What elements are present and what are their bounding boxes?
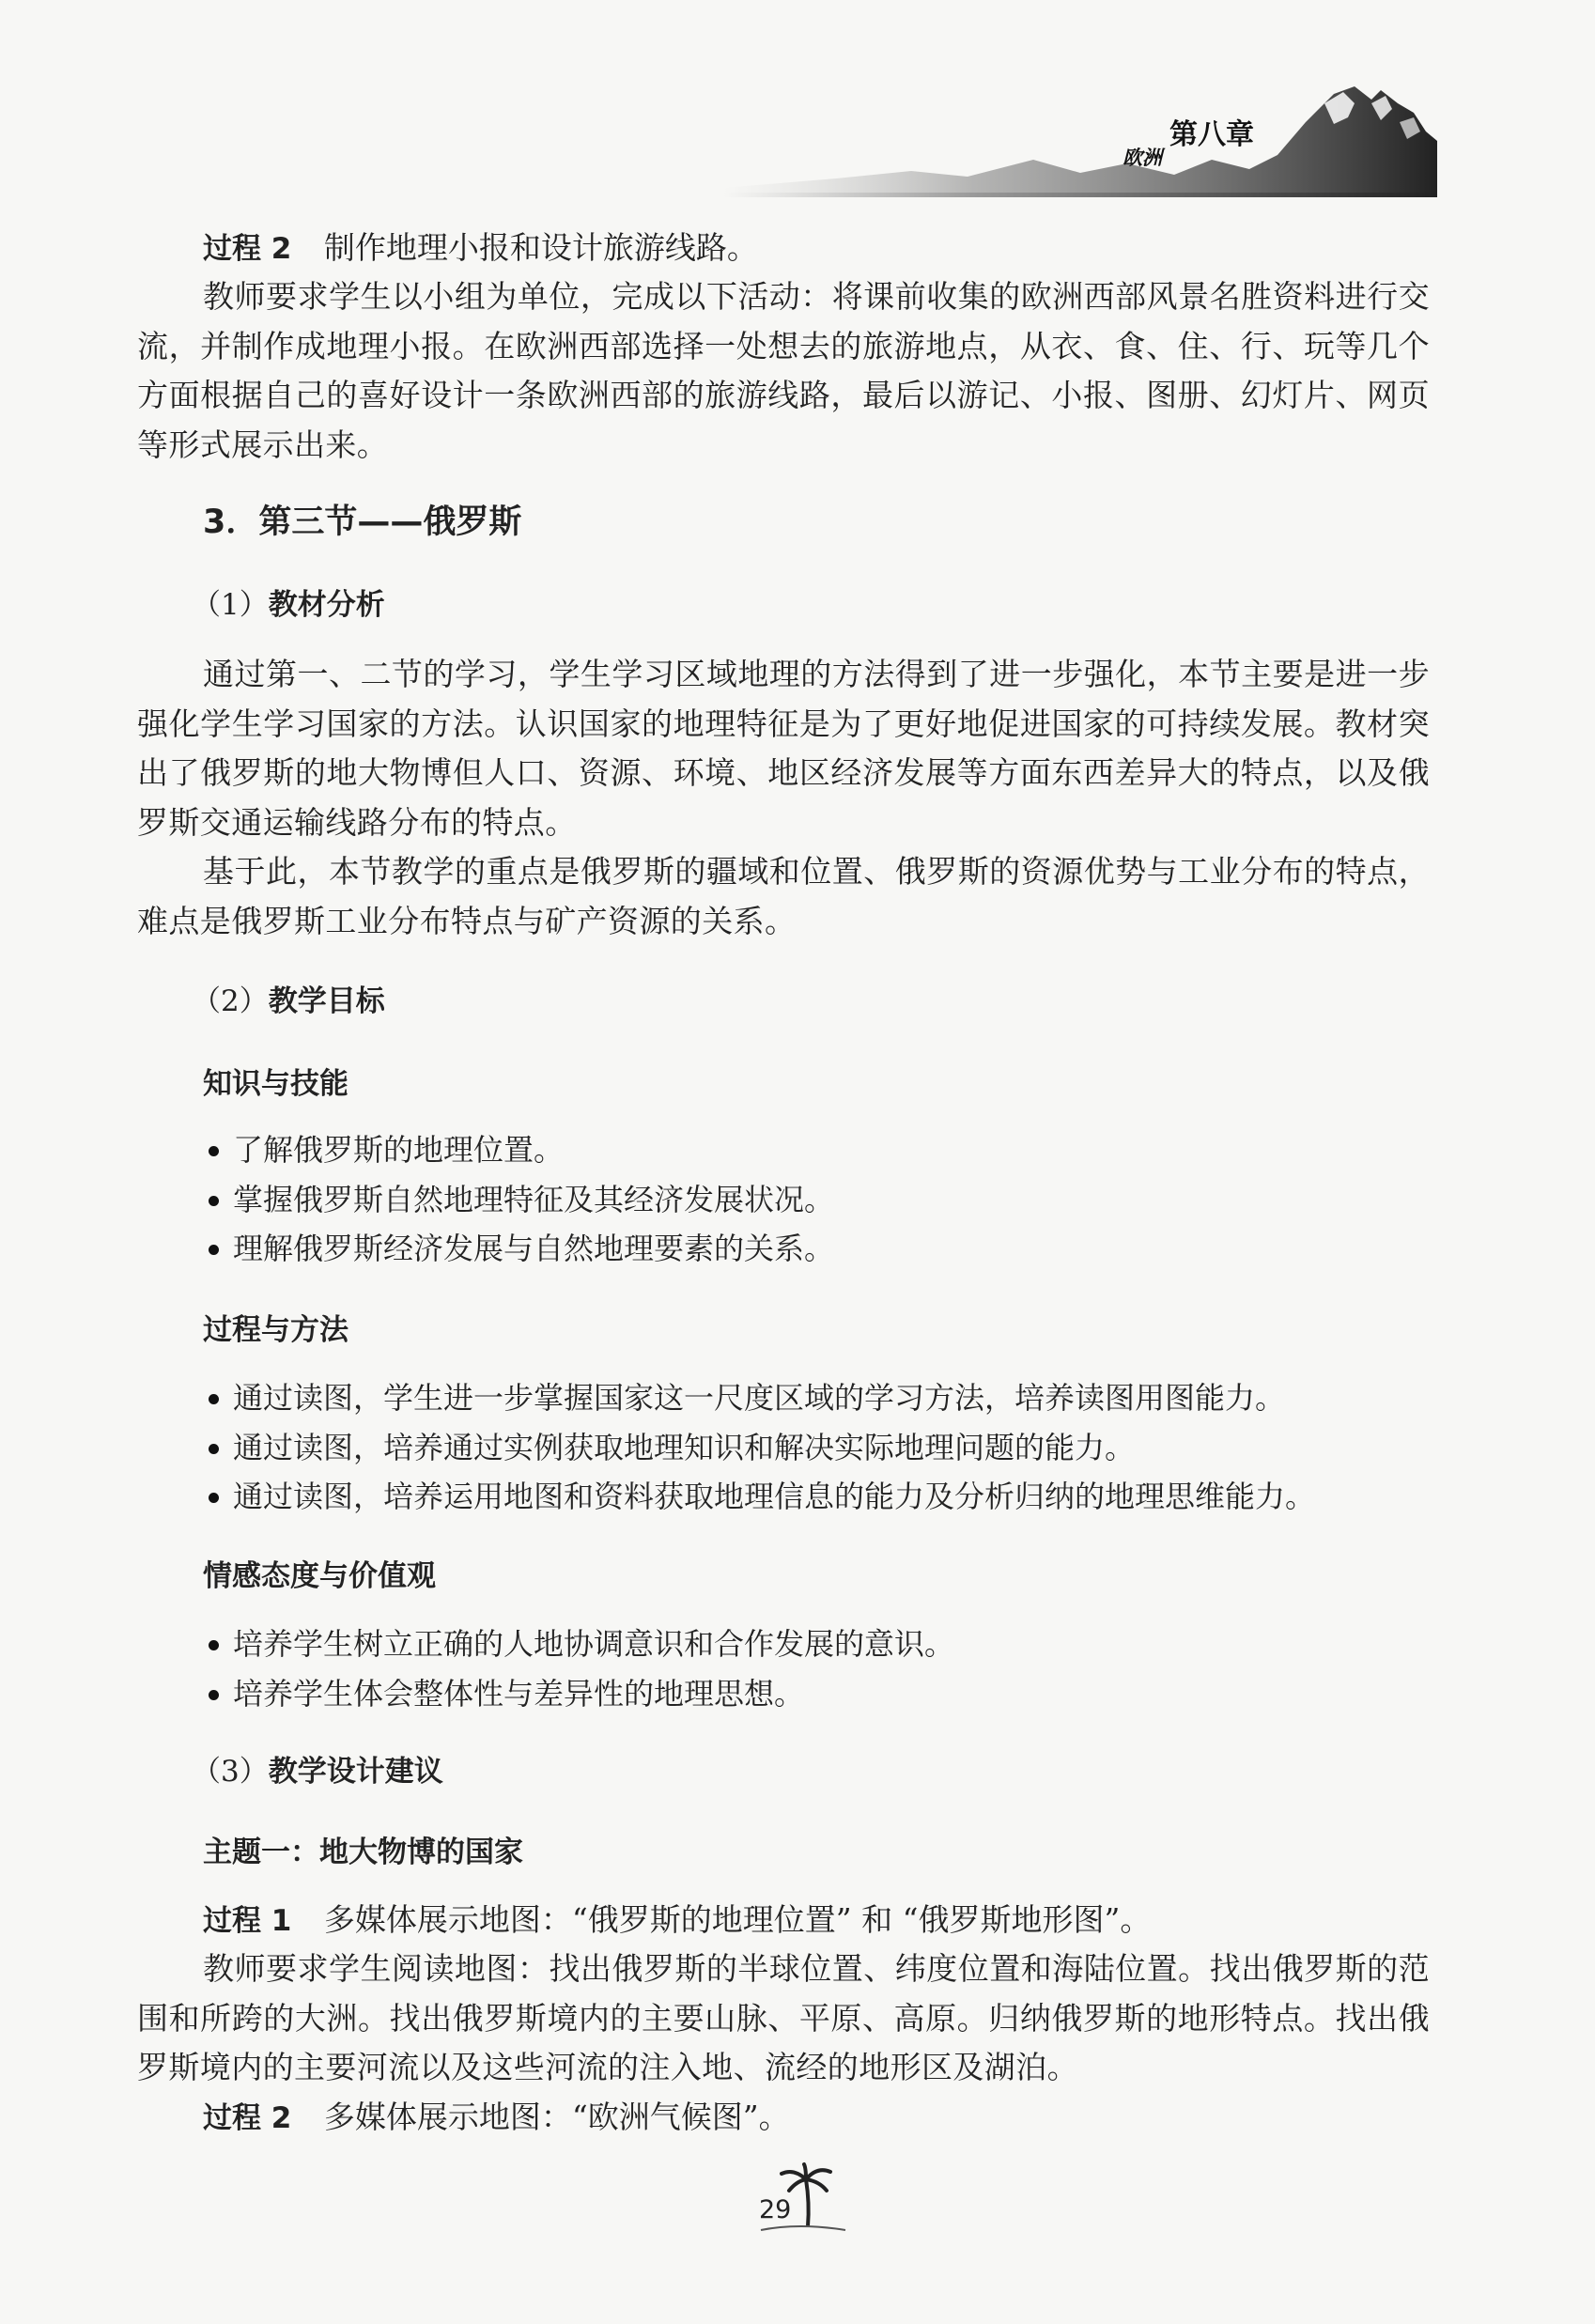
process-method-heading: 过程与方法 [203,1313,348,1347]
process-text: 多媒体展示地图：“欧洲气候图”。 [323,2099,790,2135]
mountain-header-decoration [723,66,1437,202]
process-2-line [137,224,1495,274]
knowledge-heading: 知识与技能 [203,1067,348,1101]
emotion-list [137,1619,1430,1718]
process-method-list [137,1373,1430,1522]
list-item: 理解俄罗斯经济发展与自然地理要素的关系。 [137,1224,1430,1274]
paragraph-analysis-2: 基于此，本节教学的重点是俄罗斯的疆域和位置、俄罗斯的资源优势与工业分布的特点，难点是俄罗斯工业分布特点与矿产资源的关系。 [137,853,1430,939]
process-1-line [137,1896,1495,1946]
list-item: 掌握俄罗斯自然地理特征及其经济发展状况。 [137,1175,1430,1225]
list-item: 通过读图，培养运用地图和资料获取地理信息的能力及分析归纳的地理思维能力。 [137,1472,1430,1522]
paragraph-map-reading: 教师要求学生阅读地图：找出俄罗斯的半球位置、纬度位置和海陆位置。找出俄罗斯的范围和所跨的大洲。找出俄罗斯境内的主要山脉、平原、高原。归纳俄罗斯的地形特点。找出俄罗斯境内的主要河流以及这些河流的注入地、流经的地形区及湖泊。 [137,1950,1430,2085]
theme-1-heading: 主题一：地大物博的国家 [203,1836,523,1869]
chapter-subtitle: 欧洲 [1123,147,1162,169]
knowledge-list [137,1125,1430,1274]
list-item: 培养学生树立正确的人地协调意识和合作发展的意识。 [137,1619,1430,1669]
list-item: 培养学生体会整体性与差异性的地理思想。 [137,1669,1430,1719]
list-item: 通过读图，学生进一步掌握国家这一尺度区域的学习方法，培养读图用图能力。 [137,1373,1430,1423]
process-label: 过程 2 [203,2101,292,2135]
process-label: 过程 1 [203,1904,292,1938]
process-2b-line [137,2093,1495,2144]
subsection-3-heading: （3）教学设计建议 [192,1755,443,1789]
paragraph-analysis-1: 通过第一、二节的学习，学生学习区域地理的方法得到了进一步强化，本节主要是进一步强化学生学习国家的方法。认识国家的地理特征是为了更好地促进国家的可持续发展。教材突出了俄罗斯的地大物博但人口、资源、环境、地区经济发展等方面东西差异大的特点，以及俄罗斯交通运输线路分布的特点。 [137,656,1430,841]
process-text: 制作地理小报和设计旅游线路。 [323,229,758,266]
process-text: 多媒体展示地图：“俄罗斯的地理位置” 和 “俄罗斯地形图”。 [323,1901,1152,1938]
paragraph-activity: 教师要求学生以小组为单位，完成以下活动：将课前收集的欧洲西部风景名胜资料进行交流，并制作成地理小报。在欧洲西部选择一处想去的旅游地点，从衣、食、住、行、玩等几个方面根据自己的喜好设计一条欧洲西部的旅游线路，最后以游记、小报、图册、幻灯片、网页等形式展示出来。 [137,278,1430,463]
page-number: 29 [759,2195,792,2224]
chapter-title: 第八章 [1169,118,1254,151]
subsection-2-heading: （2）教学目标 [192,984,385,1018]
process-label: 过程 2 [203,232,292,266]
list-item: 通过读图，培养通过实例获取地理知识和解决实际地理问题的能力。 [137,1423,1430,1473]
section-title: 3．第三节——俄罗斯 [203,504,522,541]
emotion-heading: 情感态度与价值观 [203,1559,436,1593]
list-item: 了解俄罗斯的地理位置。 [137,1125,1430,1175]
subsection-1-heading: （1）教材分析 [192,588,385,622]
